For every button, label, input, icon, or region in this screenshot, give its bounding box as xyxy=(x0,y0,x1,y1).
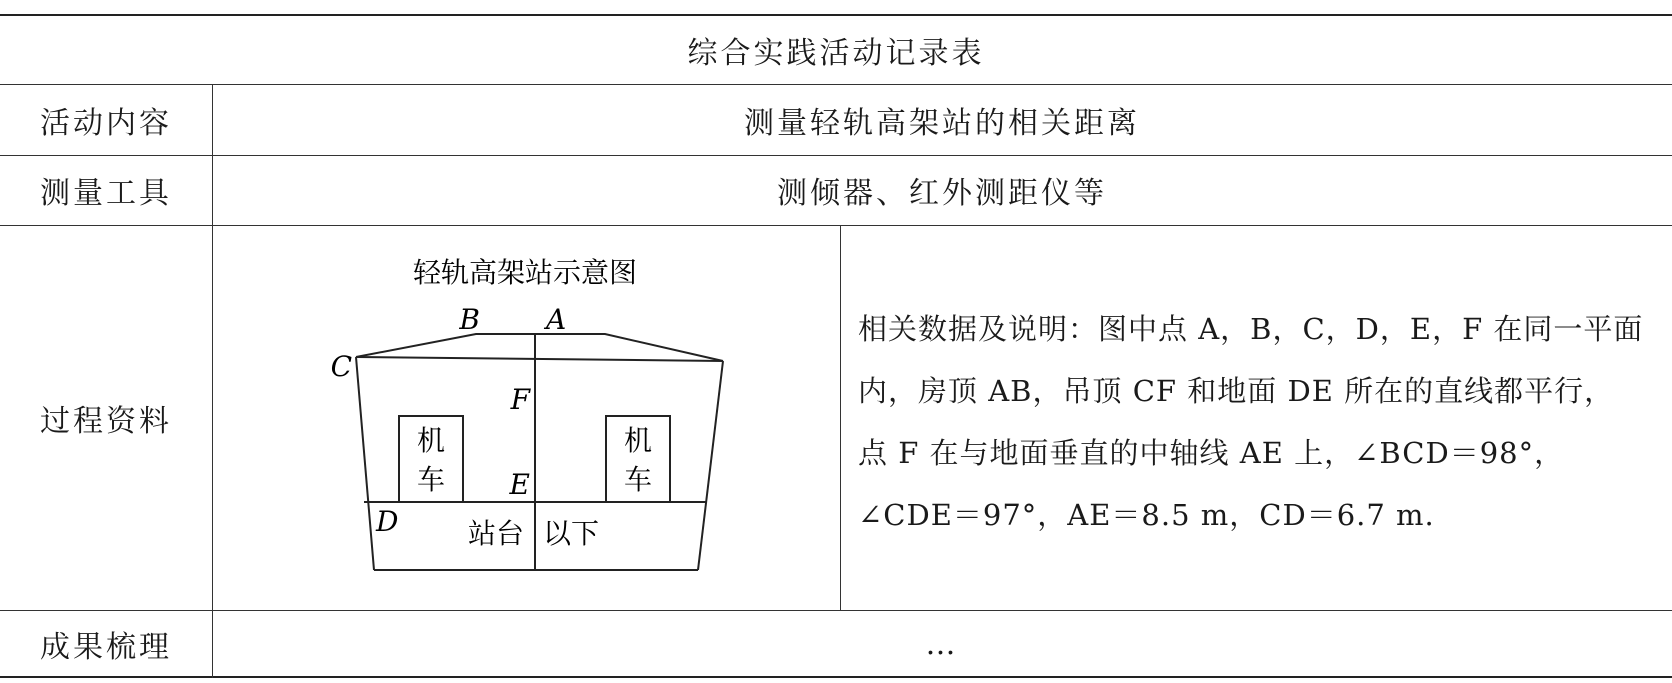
locomotive-right-char2: 车 xyxy=(623,463,653,496)
point-label-a: A xyxy=(546,303,567,336)
point-label-c: C xyxy=(330,350,352,383)
tools-value: 测倾器、红外测距仪等 xyxy=(777,176,1107,211)
results-label: 成果梳理 xyxy=(40,630,172,665)
point-label-e: E xyxy=(509,468,530,501)
locomotive-right-char1: 机 xyxy=(623,424,653,457)
column-divider xyxy=(840,225,841,610)
description-line: 点 F 在与地面垂直的中轴线 AE 上，∠BCD＝98°， xyxy=(858,436,1565,470)
ceiling-line xyxy=(356,357,723,361)
station-diagram-svg xyxy=(212,226,840,610)
platform-label-left: 站台 xyxy=(467,517,525,550)
activity-label: 活动内容 xyxy=(40,105,172,141)
platform-label-right: 以下 xyxy=(542,517,600,550)
description-line: 内，房顶 AB，吊顶 CF 和地面 DE 所在的直线都平行， xyxy=(858,374,1615,408)
description-line: ∠CDE＝97°，AE＝8.5 m，CD＝6.7 m. xyxy=(858,498,1435,532)
tools-label: 测量工具 xyxy=(40,176,172,211)
process-description xyxy=(858,298,1666,546)
description-line: 相关数据及说明：图中点 A，B，C，D，E，F 在同一平面 xyxy=(858,312,1644,346)
point-label-f: F xyxy=(510,383,530,416)
point-label-d: D xyxy=(376,505,399,538)
table-title: 综合实践活动记录表 xyxy=(687,36,985,71)
point-label-b: B xyxy=(459,303,480,336)
activity-value: 测量轻轨高架站的相关距离 xyxy=(744,105,1140,141)
locomotive-left-char2: 车 xyxy=(416,463,446,496)
results-value: … xyxy=(925,626,959,662)
right-wall xyxy=(698,361,723,570)
station-diagram xyxy=(212,226,840,610)
locomotive-left-char1: 机 xyxy=(416,424,446,457)
diagram-title: 轻轨高架站示意图 xyxy=(412,256,638,289)
left-wall xyxy=(356,357,374,570)
process-label: 过程资料 xyxy=(40,403,172,439)
